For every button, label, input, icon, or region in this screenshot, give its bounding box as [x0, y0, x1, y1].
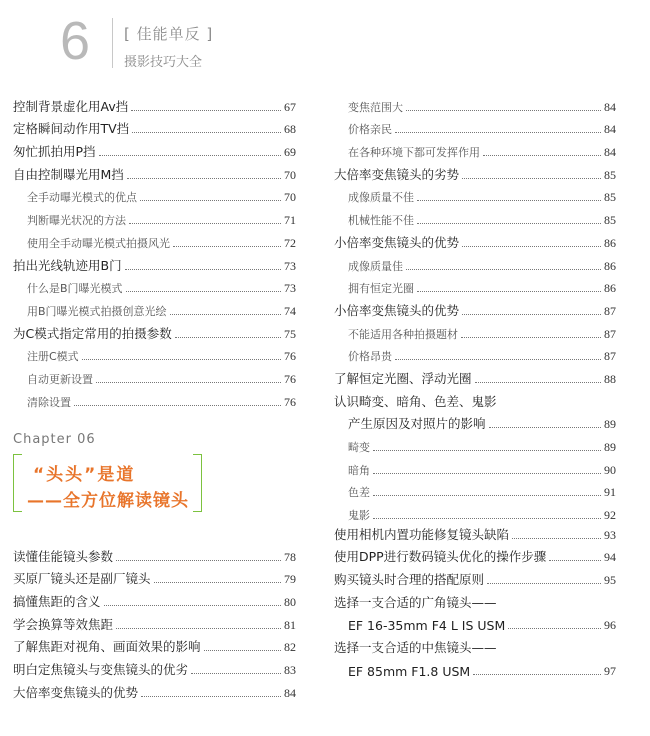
toc-leader-dots	[373, 473, 601, 474]
toc-entry	[13, 94, 296, 117]
toc-leader-dots	[173, 246, 281, 247]
toc-entry-title: 自由控制曝光用M挡	[13, 166, 124, 182]
toc-entry-title: 拥有恒定光圈	[348, 282, 414, 296]
chapter-title-line1: “头头”是道	[33, 465, 136, 485]
toc-entry-page: 81	[284, 617, 296, 632]
toc-entry-title: EF 85mm F1.8 USM	[348, 663, 471, 679]
toc-entry-page: 79	[284, 572, 296, 587]
toc-entry-page: 86	[604, 281, 616, 296]
toc-entry	[13, 657, 296, 680]
toc-entry	[334, 94, 616, 117]
toc-entry	[13, 185, 296, 208]
toc-entry-title: 不能适用各种拍摄题材	[348, 327, 458, 341]
toc-entry-title: 搞懂焦距的含义	[13, 594, 101, 610]
toc-entry	[334, 635, 616, 658]
toc-leader-dots	[127, 178, 281, 179]
toc-entry-page: 88	[604, 371, 616, 386]
toc-leader-dots	[140, 200, 281, 201]
toc-entry	[334, 567, 616, 590]
toc-entry	[13, 389, 296, 412]
toc-entry	[334, 412, 616, 435]
toc-entry-title: 学会换算等效焦距	[13, 616, 114, 632]
toc-leader-dots	[154, 582, 281, 583]
toc-entry	[334, 162, 616, 185]
toc-leader-dots	[462, 246, 601, 247]
toc-entry	[13, 544, 296, 567]
toc-entry-page: 83	[284, 663, 296, 678]
toc-entry-title: 使用相机内置功能修复镜头缺陷	[334, 526, 510, 542]
toc-entry	[13, 139, 296, 162]
toc-entry-page: 85	[604, 190, 616, 205]
toc-entry-page: 97	[604, 663, 616, 678]
toc-leader-dots	[473, 674, 601, 675]
toc-entry-page: 68	[284, 122, 296, 137]
toc-leader-dots	[373, 518, 601, 519]
toc-entry	[334, 590, 616, 613]
toc-entry-title: 在各种环境下都可发挥作用	[348, 146, 480, 160]
toc-entry-title: 清除设置	[27, 395, 71, 409]
toc-entry-page: 84	[604, 122, 616, 137]
toc-entry-page: 72	[284, 235, 296, 250]
toc-entry-title: 用B门曝光模式拍摄创意光绘	[27, 304, 167, 318]
toc-entry-page: 89	[604, 417, 616, 432]
bracket-left	[13, 454, 22, 512]
toc-leader-dots	[395, 359, 601, 360]
toc-leader-dots	[175, 337, 281, 338]
toc-left-top	[13, 94, 296, 412]
toc-entry	[334, 480, 616, 503]
toc-leader-dots	[191, 673, 281, 674]
toc-entry	[334, 522, 616, 545]
toc-entry-page: 78	[284, 549, 296, 564]
toc-entry-title: 成像质量佳	[348, 259, 403, 273]
toc-leader-dots	[373, 495, 601, 496]
toc-entry-title: 判断曝光状况的方法	[27, 214, 126, 228]
toc-entry-page: 67	[284, 99, 296, 114]
toc-entry-page: 74	[284, 303, 296, 318]
toc-entry-title: 机械性能不佳	[348, 214, 414, 228]
toc-right-top	[334, 94, 616, 525]
toc-leader-dots	[131, 110, 281, 111]
toc-entry	[334, 613, 616, 636]
toc-leader-dots	[204, 650, 281, 651]
toc-entry-page: 86	[604, 258, 616, 273]
toc-leader-dots	[508, 628, 601, 629]
toc-leader-dots	[406, 110, 601, 111]
toc-entry	[334, 230, 616, 253]
toc-entry	[13, 589, 296, 612]
toc-entry-title: 了解恒定光圈、浮动光圈	[334, 370, 472, 386]
toc-entry-title: 小倍率变焦镜头的优势	[334, 234, 460, 250]
toc-entry-title: 认识畸变、暗角、色差、鬼影	[334, 393, 497, 409]
toc-entry-title: 读懂佳能镜头参数	[13, 548, 114, 564]
toc-entry-title: 色差	[348, 486, 370, 500]
chapter-number: 6	[60, 11, 91, 71]
toc-leader-dots	[475, 382, 601, 383]
toc-entry-page: 80	[284, 595, 296, 610]
toc-entry	[334, 117, 616, 140]
toc-entry-title: 价格昂贵	[348, 350, 392, 364]
toc-entry	[13, 321, 296, 344]
toc-entry-title: 变焦范围大	[348, 100, 403, 114]
toc-leader-dots	[129, 223, 281, 224]
toc-leader-dots	[74, 405, 281, 406]
toc-entry-title: 选择一支合适的中焦镜头——	[334, 640, 497, 656]
toc-entry	[13, 680, 296, 703]
toc-entry	[334, 344, 616, 367]
toc-entry-page: 84	[284, 685, 296, 700]
toc-leader-dots	[99, 155, 281, 156]
toc-entry-title: 什么是B门曝光模式	[27, 282, 123, 296]
toc-entry-title: 了解焦距对视角、画面效果的影响	[13, 639, 201, 655]
toc-entry	[334, 658, 616, 681]
toc-entry-title: 全手动曝光模式的优点	[27, 191, 137, 205]
toc-leader-dots	[373, 450, 601, 451]
toc-entry-page: 96	[604, 618, 616, 633]
toc-right-bottom	[334, 522, 616, 681]
toc-leader-dots	[406, 269, 601, 270]
toc-entry-title: 暗角	[348, 463, 370, 477]
toc-leader-dots	[462, 178, 601, 179]
toc-entry-page: 85	[604, 213, 616, 228]
toc-entry-page: 86	[604, 235, 616, 250]
toc-leader-dots	[125, 269, 281, 270]
toc-leader-dots	[462, 314, 601, 315]
toc-entry-title: 拍出光线轨迹用B门	[13, 257, 122, 273]
toc-entry-page: 76	[284, 371, 296, 386]
toc-leader-dots	[549, 560, 601, 561]
toc-leader-dots	[417, 291, 601, 292]
toc-entry-page: 87	[604, 349, 616, 364]
toc-leader-dots	[483, 155, 601, 156]
toc-leader-dots	[417, 200, 601, 201]
book-subtitle: 摄影技巧大全	[124, 55, 203, 70]
toc-entry-title: 畸变	[348, 441, 370, 454]
toc-leader-dots	[132, 132, 281, 133]
toc-entry-title: 成像质量不佳	[348, 191, 414, 205]
toc-entry	[13, 207, 296, 230]
toc-entry-title: 匆忙抓拍用P挡	[13, 144, 96, 160]
toc-entry	[13, 567, 296, 590]
toc-leader-dots	[96, 382, 281, 383]
toc-leader-dots	[461, 337, 601, 338]
toc-leader-dots	[487, 583, 601, 584]
toc-entry-page: 75	[284, 326, 296, 341]
toc-entry-page: 84	[604, 145, 616, 160]
toc-entry-title: 大倍率变焦镜头的劣势	[334, 166, 460, 182]
toc-entry-page: 92	[604, 508, 616, 523]
toc-entry-page: 87	[604, 326, 616, 341]
bracket-right	[193, 454, 202, 512]
toc-entry-page: 69	[284, 145, 296, 160]
toc-entry-page: 76	[284, 394, 296, 409]
toc-entry	[334, 253, 616, 276]
toc-leader-dots	[489, 427, 601, 428]
toc-entry-title: 产生原因及对照片的影响	[348, 416, 486, 432]
toc-entry-title: 买原厂镜头还是副厂镜头	[13, 571, 151, 587]
toc-leader-dots	[116, 560, 281, 561]
toc-entry	[13, 230, 296, 253]
toc-entry	[13, 366, 296, 389]
chapter-label: Chapter 06	[13, 432, 96, 447]
toc-leader-dots	[395, 132, 601, 133]
toc-entry	[334, 321, 616, 344]
toc-entry	[13, 253, 296, 276]
toc-entry-page: 89	[604, 440, 616, 454]
toc-entry	[13, 612, 296, 635]
toc-leader-dots	[116, 628, 281, 629]
toc-entry	[13, 635, 296, 658]
toc-entry-page: 70	[284, 190, 296, 205]
toc-entry	[13, 162, 296, 185]
toc-entry-title: 选择一支合适的广角镜头——	[334, 594, 497, 610]
toc-entry	[13, 117, 296, 140]
toc-entry-page: 85	[604, 167, 616, 182]
toc-entry	[13, 276, 296, 299]
chapter-title-line2: ——全方位解读镜头	[27, 491, 189, 511]
toc-entry	[334, 298, 616, 321]
toc-entry-title: 小倍率变焦镜头的优势	[334, 302, 460, 318]
toc-left-bottom	[13, 544, 296, 703]
toc-entry-title: 明白定焦镜头与变焦镜头的优劣	[13, 662, 189, 678]
toc-entry	[334, 389, 616, 412]
toc-leader-dots	[82, 359, 281, 360]
toc-entry-title: 定格瞬间动作用TV挡	[13, 121, 130, 137]
page-header	[0, 0, 650, 90]
toc-entry-page: 71	[284, 213, 296, 228]
chapter-heading	[13, 432, 213, 522]
toc-entry-page: 90	[604, 462, 616, 477]
toc-entry-page: 84	[604, 99, 616, 114]
toc-entry-title: 控制背景虚化用Av挡	[13, 98, 129, 114]
toc-entry-page: 91	[604, 485, 616, 500]
header-divider	[112, 18, 113, 68]
toc-entry-title: 价格亲民	[348, 123, 392, 137]
book-title: [ 佳能单反 ]	[124, 25, 214, 43]
toc-entry-title: 购买镜头时合理的搭配原则	[334, 572, 485, 588]
toc-entry	[334, 457, 616, 480]
toc-leader-dots	[512, 538, 601, 539]
toc-entry-title: 鬼影	[348, 509, 370, 523]
toc-leader-dots	[417, 223, 601, 224]
toc-entry-page: 95	[604, 573, 616, 588]
toc-entry	[334, 545, 616, 568]
toc-leader-dots	[104, 605, 281, 606]
toc-leader-dots	[141, 696, 281, 697]
toc-leader-dots	[170, 314, 281, 315]
toc-entry	[334, 185, 616, 208]
toc-entry	[334, 434, 616, 457]
toc-entry-page: 73	[284, 281, 296, 296]
toc-entry	[334, 207, 616, 230]
toc-entry-page: 94	[604, 550, 616, 565]
toc-entry-page: 70	[284, 167, 296, 182]
toc-entry-page: 82	[284, 640, 296, 655]
toc-entry-title: 大倍率变焦镜头的优势	[13, 684, 139, 700]
toc-entry	[13, 344, 296, 367]
toc-entry-page: 93	[604, 527, 616, 542]
toc-entry-title: EF 16-35mm F4 L IS USM	[348, 618, 506, 634]
toc-entry-page: 73	[284, 258, 296, 273]
toc-entry	[334, 366, 616, 389]
toc-entry-page: 87	[604, 303, 616, 318]
toc-leader-dots	[126, 291, 281, 292]
toc-entry-title: 为C模式指定常用的拍摄参数	[13, 325, 172, 341]
toc-entry-title: 使用全手动曝光模式拍摄风光	[27, 236, 170, 250]
toc-entry-title: 注册C模式	[27, 350, 79, 364]
toc-entry	[334, 276, 616, 299]
toc-entry-title: 自动更新设置	[27, 372, 93, 386]
toc-entry	[13, 298, 296, 321]
toc-entry-title: 使用DPP进行数码镜头优化的操作步骤	[334, 549, 547, 565]
toc-entry-page: 76	[284, 349, 296, 364]
toc-entry	[334, 139, 616, 162]
